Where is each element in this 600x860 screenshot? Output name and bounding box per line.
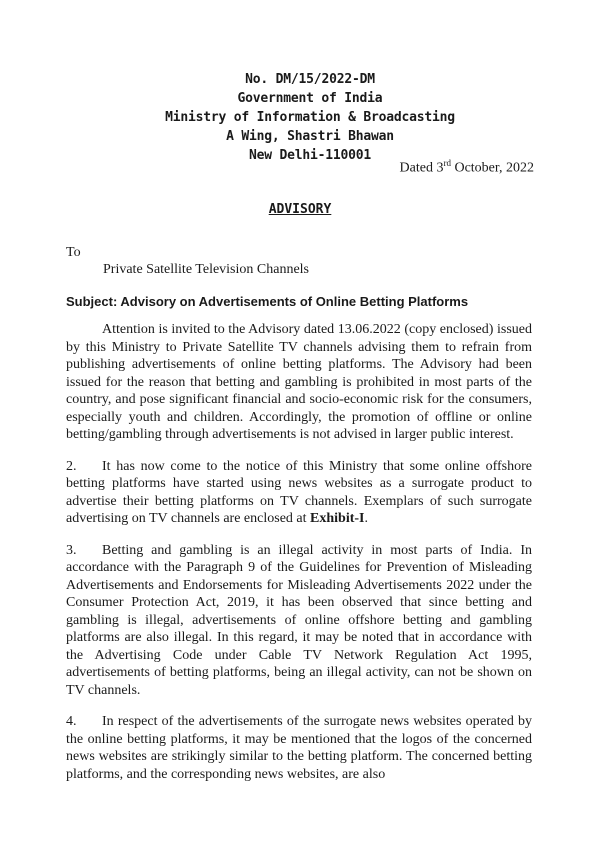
recipient: Private Satellite Television Channels bbox=[103, 262, 310, 277]
paragraph-number: 4. bbox=[66, 714, 77, 729]
date-rest: October, 2022 bbox=[450, 160, 534, 176]
paragraph-2-text: It has now come to the notice of this Ministry that some online offshore betting platforms have started using news websites as a surrogate product to advertise their betting platforms on TV channels. Exemplars of such surrogate advertising on TV channels are enclosed at bbox=[66, 458, 532, 526]
paragraph-3-text: Betting and gambling is an illegal activity in most parts of India. In accordance with the Paragraph 9 of the Guidelines for Prevention of Misleading Advertisements and Endorsements for Misleading Advertisements 2022 under the Consumer Protection Act, 2019, it has been observed that since betting and gambling is illegal, advertisements of online offshore betting and gambling platforms are also illegal. In this regard, it may be noted that in accordance with the Advertising Code under Cable TV Network Regulation Act 1995, advertisements of betting platforms, being an illegal activity, can not be shown on TV channels. bbox=[66, 542, 532, 698]
paragraph-2-end: . bbox=[364, 511, 368, 526]
paragraph-2 bbox=[66, 458, 532, 528]
date-line bbox=[400, 158, 534, 177]
body-text bbox=[66, 321, 532, 797]
paragraph-1: Attention is invited to the Advisory dated 13.06.2022 (copy enclosed) issued by this Ministry to Private Satellite TV channels advising them to refrain from publishing advertisements of online betting platforms. The Advisory had been issued for the reason that betting and gambling is prohibited in most parts of the country, and pose significant financial and socio-economic risk for the consumers, especially youth and children. Accordingly, the promotion of offline or online betting/gambling through advertisements is not advised in larger public interest. bbox=[66, 322, 532, 442]
date-prefix: Dated 3 bbox=[399, 160, 444, 176]
date-ordinal: rd bbox=[443, 158, 451, 168]
document-title: ADVISORY bbox=[268, 202, 332, 217]
paragraph-3 bbox=[66, 542, 532, 700]
office-city: New Delhi-110001 bbox=[248, 148, 372, 163]
paragraph-4-text: In respect of the advertisements of the surrogate news websites operated by the online betting platforms, it may be mentioned that the logos of the concerned news websites are strikingly similar to the betting platform. The concerned betting platforms, and the corresponding news websites, are also bbox=[66, 714, 532, 782]
exhibit-reference: Exhibit-I bbox=[310, 511, 365, 526]
paragraph-4 bbox=[66, 713, 532, 783]
office-address: A Wing, Shastri Bhawan bbox=[226, 129, 394, 144]
government-name: Government of India bbox=[237, 91, 383, 106]
subject-line: Subject: Advisory on Advertisements of Online Betting Platforms bbox=[66, 294, 469, 309]
reference-number: No. DM/15/2022-DM bbox=[245, 72, 375, 87]
letterhead bbox=[0, 70, 600, 165]
paragraph-number: 3. bbox=[66, 542, 77, 558]
paragraph-number: 2. bbox=[66, 458, 77, 474]
to-label: To bbox=[66, 245, 81, 260]
ministry-name: Ministry of Information & Broadcasting bbox=[165, 110, 455, 125]
